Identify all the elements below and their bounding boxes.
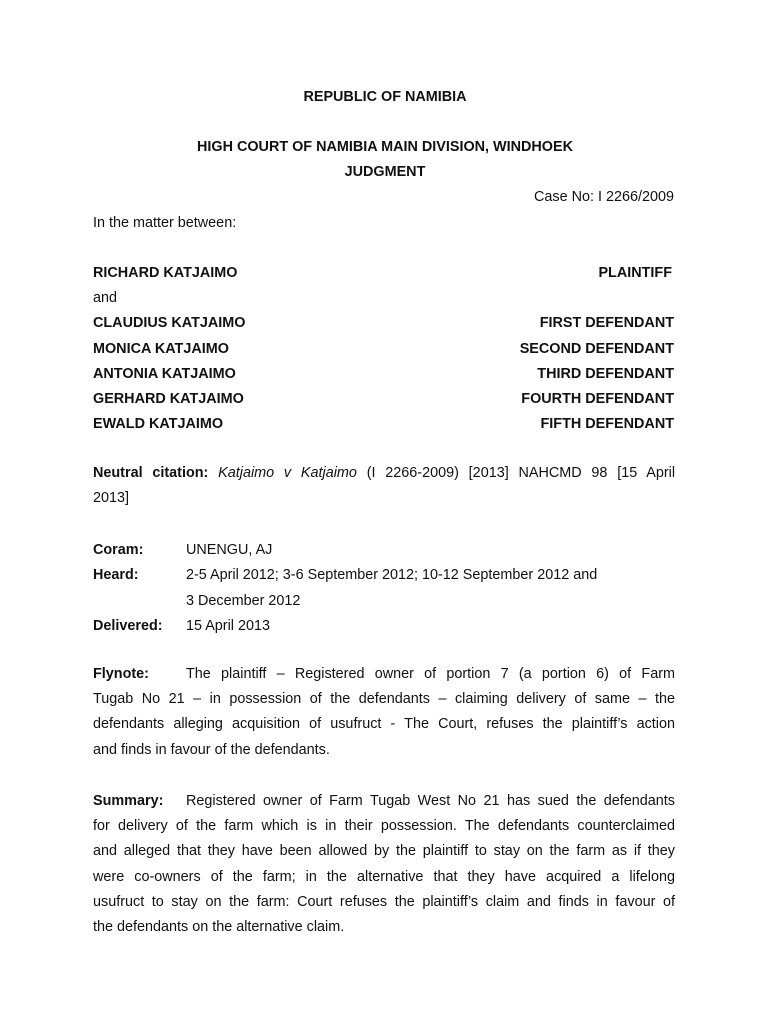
- citation-date: 2013]: [93, 490, 130, 507]
- defendant-name: EWALD KATJAIMO: [93, 416, 224, 432]
- defendant-name: GERHARD KATJAIMO: [93, 391, 244, 407]
- neutral-citation: [93, 461, 675, 511]
- defendant-name: MONICA KATJAIMO: [93, 341, 229, 357]
- flynote-label: Flynote:: [93, 666, 149, 682]
- defendant-role: THIRD DEFENDANT: [537, 366, 674, 382]
- citation-label: Neutral citation:: [93, 465, 209, 481]
- republic-heading: REPUBLIC OF NAMIBIA: [303, 89, 467, 105]
- plaintiff-name: RICHARD KATJAIMO: [93, 265, 238, 281]
- case-number: Case No: I 2266/2009: [533, 189, 674, 205]
- flynote-line: defendants alleging acquisition of usufruct - The Court, refuses the plaintiff’s action: [93, 716, 675, 733]
- defendant-role: FIFTH DEFENDANT: [540, 416, 674, 432]
- defendant-role: FIRST DEFENDANT: [539, 315, 674, 331]
- citation-case-name: Katjaimo v Katjaimo: [218, 465, 357, 481]
- heard-value: 2-5 April 2012; 3-6 September 2012; 10-12 September 2012 and: [186, 567, 598, 583]
- delivered-label: Delivered:: [93, 618, 163, 634]
- matter-between: In the matter between:: [93, 215, 237, 231]
- plaintiff-role: PLAINTIFF: [598, 265, 672, 281]
- judgment-heading: JUDGMENT: [344, 164, 426, 180]
- court-heading: HIGH COURT OF NAMIBIA MAIN DIVISION, WINDHOEK: [196, 139, 573, 155]
- and-text: and: [93, 290, 118, 306]
- heard-label: Heard:: [93, 567, 139, 583]
- summary-line: were co-owners of the farm; in the alternative that they have acquired a lifelong: [93, 868, 675, 885]
- flynote-line: and finds in favour of the defendants.: [93, 741, 330, 758]
- summary-label: Summary:: [93, 793, 164, 809]
- flynote-line: The plaintiff – Registered owner of portion 7 (a portion 6) of Farm: [186, 666, 675, 682]
- summary-line: Registered owner of Farm Tugab West No 21 has sued the defendants: [186, 793, 675, 809]
- heard-value-continued: 3 December 2012: [186, 593, 301, 609]
- coram-label: Coram:: [93, 542, 144, 558]
- defendant-role: SECOND DEFENDANT: [519, 341, 674, 357]
- summary-line: usufruct to stay on the farm: Court refuses the plaintiff’s claim and finds in favour of: [93, 893, 675, 910]
- summary-paragraph: [93, 789, 675, 940]
- summary-line: for delivery of the farm which is in their possession. The defendants counterclaimed: [93, 818, 675, 835]
- summary-line: and alleged that they have been allowed by the plaintiff to stay on the farm as if they: [93, 843, 675, 860]
- flynote-paragraph: [93, 662, 675, 763]
- citation-reference: (I 2266-2009) [2013] NAHCMD 98 [15 April: [366, 465, 676, 481]
- defendant-name: CLAUDIUS KATJAIMO: [93, 315, 246, 331]
- flynote-line: Tugab No 21 – in possession of the defendants – claiming delivery of same – the: [93, 691, 675, 708]
- defendant-name: ANTONIA KATJAIMO: [93, 366, 236, 382]
- summary-line: the defendants on the alternative claim.: [93, 918, 345, 935]
- delivered-value: 15 April 2013: [186, 618, 271, 634]
- defendant-role: FOURTH DEFENDANT: [521, 391, 674, 407]
- coram-value: UNENGU, AJ: [186, 542, 273, 558]
